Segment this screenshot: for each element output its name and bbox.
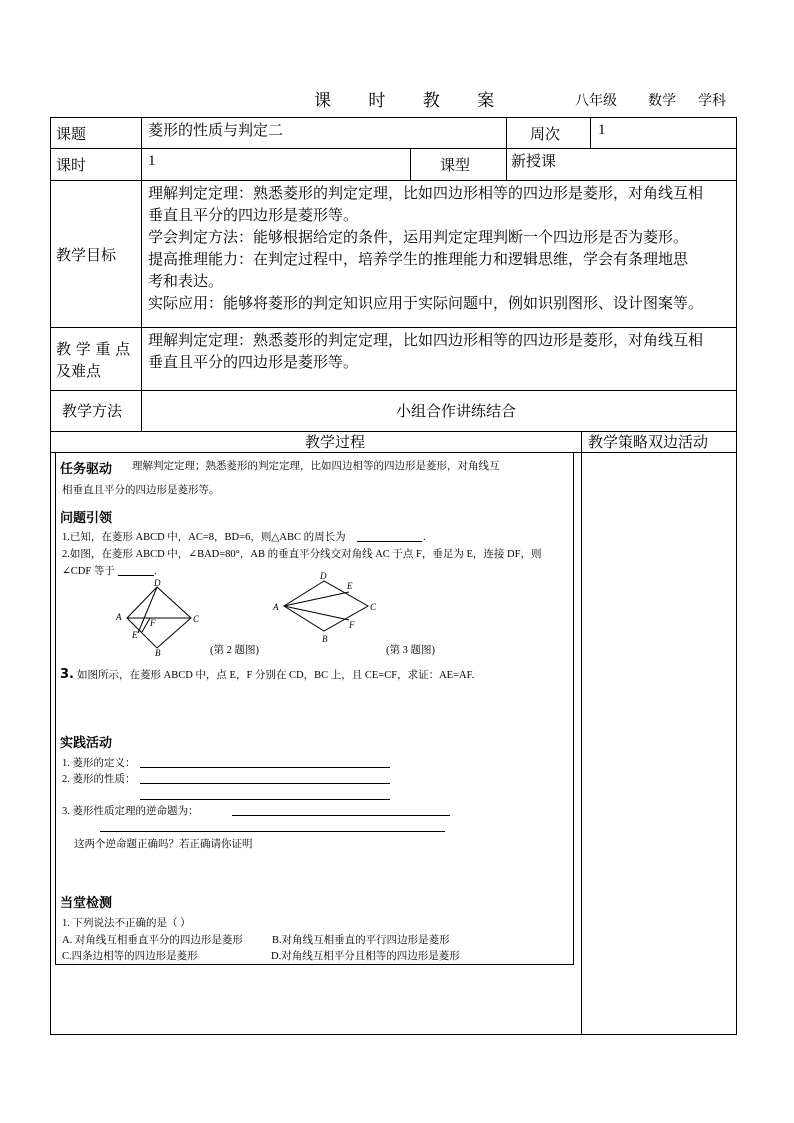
key-line: 垂直且平分的四边形是菱形等。 [148,353,359,371]
question-2-line-2: ∠CDF 等于 [62,566,115,577]
type-value: 新授课 [511,152,557,170]
figure-2-diagram [110,576,210,658]
question-3-text: 如图所示，在菱形 ABCD 中，点 E，F 分别在 CD，BC 上，且 CE=CF，求证：AE=AF. [77,670,475,681]
fig2-label-c: C [193,614,200,624]
question-1: 1.已知，在菱形 ABCD 中，AC=8，BD=6，则△ABC 的周长为 [62,532,346,543]
practice-1: 1. 菱形的定义： [62,758,136,769]
task-line-1: 理解判定定理；熟悉菱形的判定定理，比如四边相等的四边形是菱形，对角线互 [132,461,500,472]
key-label-1: 教 学 重 点 [56,340,131,358]
practice-3: 3. 菱形性质定理的逆命题为： [62,806,199,817]
fig3-label-a: A [273,602,279,612]
practice-title: 实践活动 [60,736,113,751]
figure-2-caption: (第 2 题图) [210,645,259,656]
check-option-d: D.对角线互相平分且相等的四边形是菱形 [271,951,460,962]
fig3-label-d: D [320,571,327,581]
check-option-c: C.四条边相等的四边形是菱形 [62,951,198,962]
topic-label: 课题 [56,125,87,143]
fig3-label-e: E [347,581,353,591]
fig3-label-c: C [370,602,377,612]
xueke-label: 学科 [698,93,726,109]
check-option-b: B.对角线互相垂直的平行四边形是菱形 [272,935,450,946]
type-label: 课型 [440,156,471,174]
practice-4: 这两个逆命题正确吗？若正确请你证明 [74,839,253,850]
week-value: 1 [598,122,606,138]
question-2-end: . [154,566,157,577]
fig2-label-b: B [155,648,161,658]
key-label-2: 及难点 [56,362,102,380]
fig2-label-a: A [116,612,122,622]
task-line-2: 相垂直且平分的四边形是菱形等。 [62,485,220,496]
question-3-number: 3. [60,667,74,682]
goal-line: 垂直且平分的四边形是菱形等。 [148,206,359,224]
fig3-label-b: B [322,634,328,644]
goal-line: 提高推理能力：在判定过程中，培养学生的推理能力和逻辑思维，学会有条理地思 [148,250,689,268]
fig2-label-e: E [132,630,138,640]
question-title: 问题引领 [60,511,113,526]
question-2-line-1: 2.如图，在菱形 ABCD 中，∠BAD=80°，AB 的垂直平分线交对角线 AC 于点 F，垂足为 E，连接 DF，则 [62,549,542,560]
goal-line: 学会判定方法：能够根据给定的条件，运用判定定理判断一个四边形是否为菱形。 [148,228,689,246]
subject-label: 数学 [648,93,676,109]
practice-2: 2. 菱形的性质： [62,774,136,785]
question-1-end: . [423,532,426,543]
method-value: 小组合作讲练结合 [396,402,517,420]
check-question-1: 1. 下列说法不正确的是（ ） [62,918,191,929]
fig2-label-f: F [150,618,156,628]
goal-label: 教学目标 [56,246,117,264]
strategy-header: 教学策略双边活动 [588,433,709,451]
goal-line: 理解判定定理：熟悉菱形的判定定理，比如四边形相等的四边形是菱形，对角线互相 [148,184,704,202]
goal-text [148,182,703,314]
key-line: 理解判定定理：熟悉菱形的判定定理，比如四边形相等的四边形是菱形，对角线互相 [148,331,704,349]
method-label: 教学方法 [62,402,123,420]
check-option-a: A. 对角线互相垂直平分的四边形是菱形 [62,935,243,946]
goal-line: 考和表达。 [148,272,224,290]
figure-3-diagram [268,568,388,648]
hours-value: 1 [148,153,156,169]
check-title: 当堂检测 [60,896,113,911]
week-label: 周次 [530,125,561,143]
goal-line: 实际应用：能够将菱形的判定知识应用于实际问题中，例如识别图形、设计图案等。 [148,294,704,312]
topic-value: 菱形的性质与判定二 [148,121,284,139]
document-title: 课 时 教 案 [314,91,511,111]
process-header: 教学过程 [305,433,366,451]
fig2-label-d: D [154,578,161,588]
hours-label: 课时 [56,156,87,174]
fig3-label-f: F [349,620,355,630]
key-text [148,329,703,373]
figure-3-caption: (第 3 题图) [386,645,435,656]
grade-label: 八年级 [575,93,617,109]
task-title: 任务驱动 [60,462,113,477]
